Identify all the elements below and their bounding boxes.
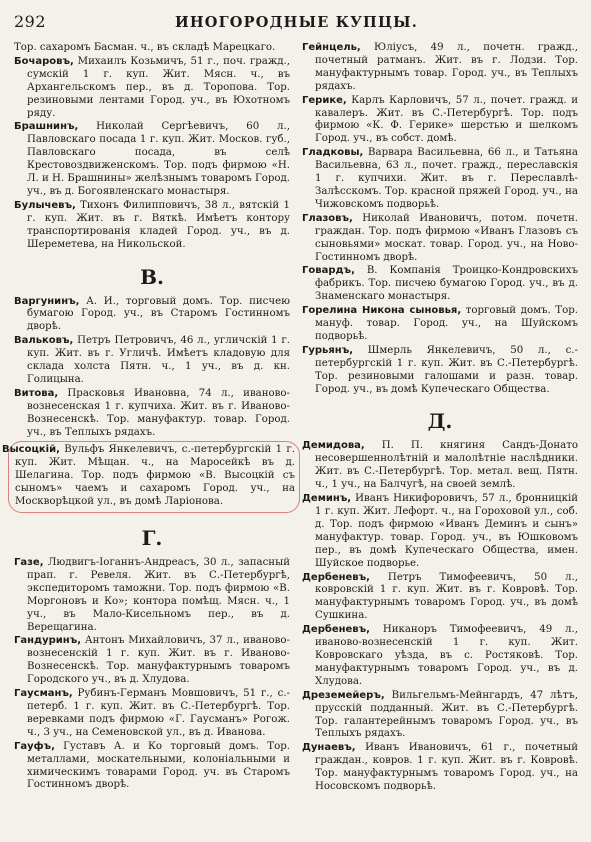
merchant-details: Михаилъ Козьмичъ, 51 г., поч. гражд., сумскій 1 г. куп. Жит. Мясн. ч., въ Архангельскомъ пер., въ д. Торопова. Тор. резиновыми лентами Город. уч., въ Юхотномъ ряду. — [27, 55, 290, 119]
merchant-details: В. Компанія Троицко-Кондровскихъ фабрикъ. Тор. писчею бумагою Город. уч., въ д. Знаменскаго монастыря. — [315, 265, 578, 303]
merchant-name: Дунаевъ, — [302, 742, 356, 754]
merchant-entry — [14, 688, 290, 740]
merchant-details: Юліусъ, 49 л., почетн. гражд., почетный ратманъ. Жит. въ г. Лодзи. Тор. мануфактурнымъ товар. Город. уч., въ Теплыхъ рядахъ. — [315, 42, 578, 92]
merchant-entry — [14, 296, 290, 335]
merchant-entry — [302, 690, 578, 742]
merchant-name: Гауфъ, — [14, 740, 55, 752]
merchant-entry — [302, 213, 578, 265]
merchant-entry — [302, 95, 578, 147]
merchant-name: Дреземейеръ, — [302, 689, 385, 701]
running-title: ИНОГОРОДНЫЕ КУПЦЫ. — [174, 14, 419, 31]
merchant-entry — [302, 572, 578, 624]
merchant-name: Витова, — [14, 387, 59, 399]
merchant-entry — [14, 200, 290, 252]
merchant-name: Деминъ, — [302, 493, 352, 505]
merchant-entry — [302, 305, 578, 344]
merchant-name: Глазовъ, — [302, 212, 353, 224]
merchant-entry — [14, 635, 290, 687]
merchant-entry — [14, 741, 290, 793]
merchant-entry — [302, 147, 578, 212]
section-letter: Д. — [427, 409, 453, 434]
merchant-name: Вальковъ, — [14, 335, 74, 347]
merchant-details: Прасковья Ивановна, 74 л., иваново-вознесенская 1 г. купчиха. Жит. въ г. Иваново-Вознесенскѣ. Тор. мануфактур. товар. Город. уч., въ Теплыхъ рядахъ. — [27, 387, 290, 438]
merchant-name: Брашнинъ, — [14, 121, 79, 133]
merchant-entry — [14, 388, 290, 440]
merchant-name: Гейнцель, — [302, 42, 361, 53]
merchant-details: Николай Ивановичъ, потом. почетн. граждан. Тор. подъ фирмою «Иванъ Глазовъ съ сыновьями» москат. товар. Город. уч., на Ново-Гостинномъ дворѣ. — [315, 212, 578, 263]
merchant-name: Демидова, — [302, 440, 365, 452]
highlighted-entry — [2, 441, 300, 513]
merchant-details: А. И., торговый домъ. Тор. писчею бумагою Город. уч., въ Старомъ Гостинномъ дворѣ. — [27, 295, 290, 333]
merchant-details: Вульфъ Янкелевичъ, с.-петербургскій 1 г. куп. Жит. Мѣщан. ч., на Маросейкѣ въ д. Шелагина. Тор. подъ фирмою «В. Высоцкій съ сыномъ» чаемъ и сахаромъ Город. уч., на Москворѣцкой ул., въ домѣ Ларіонова. — [15, 444, 295, 508]
merchant-name: Гандуринъ, — [14, 635, 82, 647]
merchant-details: Карлъ Карловичъ, 57 л., почет. гражд. и кавалеръ. Жит. въ С.-Петербургѣ. Тор. подъ фирмою «К. Ф. Герике» шерстью и шелкомъ Город. уч., въ собст. домѣ. — [315, 94, 578, 145]
merchant-entry — [302, 345, 578, 397]
merchant-details: Тор. сахаромъ Басман. ч., въ складѣ Марецкаго. — [14, 42, 276, 53]
merchant-name: Высоцкій, — [2, 444, 60, 456]
merchant-entry — [14, 42, 290, 55]
merchant-details: Никаноръ Тимофеевичъ, 49 л., иваново-вознесенскій 1 г. куп. Жит. Ковровскаго уѣзда, въ с. Ростяковѣ. Тор. мануфактурнымъ товаромъ Город. уч., въ д. Хлудова. — [315, 624, 578, 687]
merchant-name: Дербеневъ, — [302, 571, 370, 583]
merchant-details: Людвигъ-Іоганнъ-Андреасъ, 30 л., запасный прап. г. Ревеля. Жит. въ С.-Петербургѣ, экспедиторомъ таможни. Тор. подъ фирмою «В. Моргоновъ и Ко»; контора помѣщ. Мясн. ч., 1 уч., въ Мало-Кисельномъ пер., въ д. Верещагина. — [27, 557, 290, 633]
merchant-entry — [302, 493, 578, 570]
merchant-entry — [14, 557, 290, 634]
merchant-details: Петръ Петровичъ, 46 л., угличскій 1 г. куп. Жит. въ г. Угличѣ. Имѣетъ кладовую для склада холста Пятн. ч., 1 уч., въ д. кн. Голицына. — [27, 335, 290, 385]
merchant-details: Антонъ Михайловичъ, 37 л., иваново-вознесенскій 1 г. куп. Жит. въ г. Иваново-Вознесенскѣ. Тор. мануфактурнымъ товаромъ Городского уч., въ д. Хлудова. — [27, 635, 290, 686]
merchant-name: Дербеневъ, — [302, 624, 370, 636]
merchant-details: П. П. княгиня Сандъ-Донато несовершеннолѣтній и малолѣтніе наслѣдники. Жит. въ С.-Петербургѣ. Тор. метал. вещ. Пятн. ч., 1 уч., на Балчугѣ, на своей землѣ. — [315, 440, 578, 491]
merchant-name: Говардъ, — [302, 265, 355, 277]
merchant-details: торговый домъ. Тор. мануф. товар. Город. уч., на Шуйскомъ подворьѣ. — [315, 305, 578, 342]
left-column — [2, 42, 295, 795]
merchant-details: Густавъ А. и Ко торговый домъ. Тор. металлами, москательными, колоніальными и химическимъ товарами Город. уч. въ Старомъ Гостинномъ дворѣ. — [27, 740, 290, 791]
merchant-details: Вильгельмъ-Мейнгардъ, 47 лѣтъ, прусскій подданный. Жит. въ С.-Петербургѣ. Тор. галантерейнымъ товаромъ Город. уч., въ Теплыхъ рядахъ. — [315, 689, 578, 740]
merchant-details: Рубинъ-Германъ Мовшовичъ, 51 г., с.-петерб. 1 г. куп. Жит. въ С.-Петербургѣ. Тор. веревками подъ фирмою «Г. Гаусманъ» Рогож. ч., 3 уч., на Семеновской ул., въ д. Иванова. — [27, 688, 290, 738]
merchant-entry — [302, 265, 578, 304]
merchant-name: Газе, — [14, 557, 44, 568]
merchant-details: Петръ Тимофеевичъ, 50 л., ковровскій 1 г. куп. Жит. въ г. Ковровѣ. Тор. мануфактурнымъ товаромъ Город. уч., въ домѣ Сушкина. — [315, 571, 578, 622]
merchant-entry — [302, 42, 578, 94]
page-header — [14, 12, 579, 38]
merchant-entry — [302, 440, 578, 492]
right-column — [302, 42, 578, 795]
merchant-name: Горелина Никона сыновья, — [302, 305, 462, 317]
merchant-name: Бочаровъ, — [14, 55, 74, 67]
merchant-name: Гаусманъ, — [14, 688, 73, 700]
merchant-details: Шмерль Янкелевичъ, 50 л., с.-петербургскій 1 г. куп. Жит. въ С.-Петербургѣ. Тор. резиновыми галошами и разн. товар. Город. уч., въ домѣ Купеческаго Общества. — [315, 344, 578, 395]
merchant-name: Варгунинъ, — [14, 295, 80, 307]
merchant-details: Тихонъ Филипповичъ, 38 л., вятскій 1 г. куп. Жит. въ г. Вяткѣ. Имѣетъ контору транспортированія кладей Город. уч., въ д. Шереметева, на Никольской. — [27, 199, 290, 250]
merchant-name: Гладковы, — [302, 147, 364, 159]
merchant-entry — [14, 335, 290, 387]
merchant-entry — [14, 121, 290, 198]
merchant-details: Варвара Васильевна, 66 л., и Татьяна Васильевна, 63 л., почет. гражд., переславскія 1 г. купчихи. Жит. въ г. Переславлѣ-Залѣсскомъ. Тор. красной пряжей Город. уч., на Чижовскомъ подворьѣ. — [315, 147, 578, 210]
section-letter: Г. — [141, 526, 163, 550]
merchant-entry — [302, 742, 578, 794]
section-letter: В. — [140, 264, 164, 289]
columns — [2, 42, 579, 795]
page-number: 292 — [14, 12, 47, 31]
merchant-details: Иванъ Ивановичъ, 61 г., почетный граждан., ковров. 1 г. куп. Жит. въ г. Ковровѣ. Тор. мануфактурнымъ товаромъ Город. уч., на Носовскомъ подворьѣ. — [315, 742, 578, 793]
merchant-details: Николай Сергѣевичъ, 60 л., Павловскаго посада 1 г. куп. Жит. Москов. губ., Павловскаго посада, въ селѣ Крестовоздвиженскомъ. Тор. подъ фирмою «Н. Л. и Н. Брашнины» желѣзнымъ товаромъ Город. уч., въ д. Богоявленскаго монастыря. — [27, 121, 290, 197]
merchant-name: Гурьянъ, — [302, 344, 354, 356]
merchant-entry — [14, 56, 290, 121]
merchant-name: Герике, — [302, 94, 347, 106]
merchant-details: Иванъ Никифоровичъ, 57 л., бронницкій 1 г. куп. Жит. Лефорт. ч., на Гороховой ул., соб. д. Тор. подъ фирмою «Иванъ Деминъ и сынъ» мануфактур. товар. Город. уч., въ Юшковомъ пер., въ домѣ Купеческаго Общества, имен. Шуйское подворье. — [315, 493, 578, 569]
merchant-name: Булычевъ, — [14, 199, 76, 211]
merchant-entry — [302, 624, 578, 689]
